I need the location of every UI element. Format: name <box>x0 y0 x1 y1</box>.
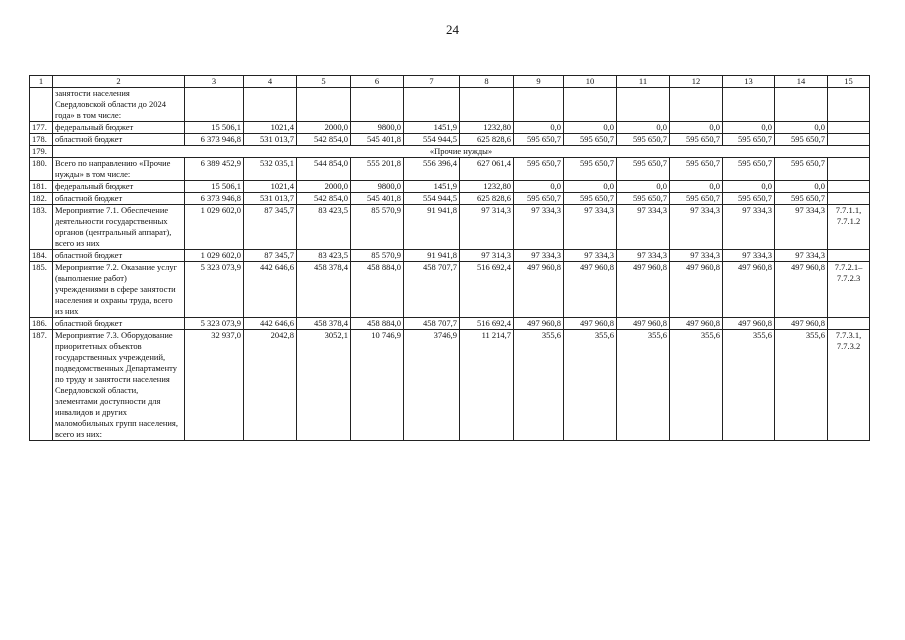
value-cell <box>723 88 775 122</box>
value-cell: 97 334,3 <box>723 205 775 250</box>
row-name: федеральный бюджет <box>53 181 185 193</box>
value-cell: 355,6 <box>514 330 564 441</box>
table-row <box>30 330 870 441</box>
value-cell: 1021,4 <box>244 181 297 193</box>
row-name: областной бюджет <box>53 318 185 330</box>
column-header: 12 <box>670 76 723 88</box>
table-row <box>30 193 870 205</box>
value-cell <box>297 88 351 122</box>
value-cell: 83 423,5 <box>297 250 351 262</box>
value-cell: 97 334,3 <box>564 250 617 262</box>
value-cell <box>617 88 670 122</box>
value-cell: 554 944,5 <box>404 193 460 205</box>
value-cell: 625 828,6 <box>460 193 514 205</box>
value-cell: 97 334,3 <box>617 250 670 262</box>
target-ref <box>828 181 870 193</box>
value-cell: 458 707,7 <box>404 262 460 318</box>
row-name: занятости населения Свердловской области до 2024 года» в том числе: <box>53 88 185 122</box>
value-cell: 532 035,1 <box>244 158 297 181</box>
value-cell: 542 854,0 <box>297 134 351 146</box>
value-cell <box>514 88 564 122</box>
value-cell: 497 960,8 <box>564 318 617 330</box>
row-number: 187. <box>30 330 53 441</box>
value-cell: 497 960,8 <box>670 262 723 318</box>
value-cell: 97 334,3 <box>670 205 723 250</box>
target-ref: 7.7.2.1– 7.7.2.3 <box>828 262 870 318</box>
row-number: 180. <box>30 158 53 181</box>
value-cell: 458 378,4 <box>297 262 351 318</box>
value-cell: 497 960,8 <box>564 262 617 318</box>
value-cell: 9800,0 <box>351 122 404 134</box>
value-cell <box>244 88 297 122</box>
value-cell: 595 650,7 <box>723 158 775 181</box>
value-cell <box>564 88 617 122</box>
value-cell: 625 828,6 <box>460 134 514 146</box>
target-ref <box>828 88 870 122</box>
value-cell: 0,0 <box>723 181 775 193</box>
column-header: 1 <box>30 76 53 88</box>
row-name: Мероприятие 7.2. Оказание услуг (выполнение работ) учреждениями в сфере занятости населения и охраны труда, всего из них <box>53 262 185 318</box>
row-number: 178. <box>30 134 53 146</box>
row-name: областной бюджет <box>53 134 185 146</box>
value-cell: 9800,0 <box>351 181 404 193</box>
table-row <box>30 158 870 181</box>
value-cell: 497 960,8 <box>723 262 775 318</box>
value-cell: 497 960,8 <box>617 318 670 330</box>
value-cell <box>185 88 244 122</box>
value-cell: 497 960,8 <box>775 318 828 330</box>
value-cell: 91 941,8 <box>404 205 460 250</box>
value-cell: 83 423,5 <box>297 205 351 250</box>
value-cell: 97 314,3 <box>460 205 514 250</box>
value-cell: 0,0 <box>617 122 670 134</box>
value-cell: 516 692,4 <box>460 262 514 318</box>
section-heading: «Прочие нужды» <box>53 146 870 158</box>
value-cell <box>670 88 723 122</box>
value-cell: 545 401,8 <box>351 193 404 205</box>
value-cell: 595 650,7 <box>617 193 670 205</box>
column-header: 6 <box>351 76 404 88</box>
value-cell: 5 323 073,9 <box>185 318 244 330</box>
value-cell: 556 396,4 <box>404 158 460 181</box>
value-cell: 497 960,8 <box>514 318 564 330</box>
value-cell: 355,6 <box>617 330 670 441</box>
value-cell: 595 650,7 <box>670 193 723 205</box>
value-cell: 97 334,3 <box>617 205 670 250</box>
value-cell: 2000,0 <box>297 122 351 134</box>
target-ref: 7.7.1.1, 7.7.1.2 <box>828 205 870 250</box>
value-cell: 97 334,3 <box>564 205 617 250</box>
value-cell: 595 650,7 <box>514 193 564 205</box>
value-cell: 5 323 073,9 <box>185 262 244 318</box>
value-cell <box>351 88 404 122</box>
column-header: 10 <box>564 76 617 88</box>
row-name: федеральный бюджет <box>53 122 185 134</box>
column-header: 9 <box>514 76 564 88</box>
value-cell: 627 061,4 <box>460 158 514 181</box>
row-name: Мероприятие 7.1. Обеспечение деятельности государственных органов (центральный аппарат), всего из них <box>53 205 185 250</box>
value-cell: 6 373 946,8 <box>185 193 244 205</box>
value-cell: 497 960,8 <box>723 318 775 330</box>
column-header: 8 <box>460 76 514 88</box>
value-cell: 85 570,9 <box>351 205 404 250</box>
value-cell: 1 029 602,0 <box>185 205 244 250</box>
value-cell: 531 013,7 <box>244 134 297 146</box>
value-cell: 497 960,8 <box>617 262 670 318</box>
row-number: 181. <box>30 181 53 193</box>
target-ref <box>828 318 870 330</box>
value-cell: 542 854,0 <box>297 193 351 205</box>
budget-table <box>29 75 870 441</box>
column-header: 13 <box>723 76 775 88</box>
value-cell: 3746,9 <box>404 330 460 441</box>
value-cell: 1451,9 <box>404 122 460 134</box>
value-cell: 3052,1 <box>297 330 351 441</box>
value-cell: 0,0 <box>670 181 723 193</box>
value-cell: 97 314,3 <box>460 250 514 262</box>
target-ref <box>828 158 870 181</box>
value-cell: 442 646,6 <box>244 318 297 330</box>
row-name: областной бюджет <box>53 193 185 205</box>
value-cell: 355,6 <box>564 330 617 441</box>
value-cell: 32 937,0 <box>185 330 244 441</box>
value-cell: 91 941,8 <box>404 250 460 262</box>
table-row <box>30 134 870 146</box>
row-name: Мероприятие 7.3. Оборудование приоритетных объектов государственных учреждений, подведомственных Департаменту по труду и занятости населения Свердловской области, элементами доступности для инвалидов и других маломобильных групп населения, всего из них: <box>53 330 185 441</box>
row-number: 183. <box>30 205 53 250</box>
row-name: областной бюджет <box>53 250 185 262</box>
column-header: 5 <box>297 76 351 88</box>
value-cell: 0,0 <box>775 181 828 193</box>
value-cell: 1232,80 <box>460 181 514 193</box>
value-cell: 555 201,8 <box>351 158 404 181</box>
value-cell: 97 334,3 <box>514 205 564 250</box>
value-cell: 15 506,1 <box>185 122 244 134</box>
value-cell: 6 389 452,9 <box>185 158 244 181</box>
table-row <box>30 318 870 330</box>
table-row <box>30 146 870 158</box>
value-cell: 595 650,7 <box>723 134 775 146</box>
value-cell: 15 506,1 <box>185 181 244 193</box>
value-cell: 355,6 <box>775 330 828 441</box>
value-cell: 516 692,4 <box>460 318 514 330</box>
value-cell: 497 960,8 <box>514 262 564 318</box>
value-cell: 1232,80 <box>460 122 514 134</box>
value-cell: 544 854,0 <box>297 158 351 181</box>
page-number: 24 <box>446 22 459 37</box>
value-cell: 1021,4 <box>244 122 297 134</box>
value-cell: 355,6 <box>723 330 775 441</box>
target-ref <box>828 250 870 262</box>
value-cell: 442 646,6 <box>244 262 297 318</box>
value-cell <box>775 88 828 122</box>
column-header: 15 <box>828 76 870 88</box>
value-cell: 97 334,3 <box>723 250 775 262</box>
value-cell: 595 650,7 <box>670 158 723 181</box>
value-cell: 10 746,9 <box>351 330 404 441</box>
value-cell: 595 650,7 <box>775 134 828 146</box>
value-cell: 458 884,0 <box>351 262 404 318</box>
value-cell: 85 570,9 <box>351 250 404 262</box>
target-ref <box>828 122 870 134</box>
table-row <box>30 250 870 262</box>
column-header: 14 <box>775 76 828 88</box>
value-cell: 0,0 <box>564 122 617 134</box>
column-header: 3 <box>185 76 244 88</box>
column-header: 11 <box>617 76 670 88</box>
target-ref <box>828 134 870 146</box>
value-cell: 458 378,4 <box>297 318 351 330</box>
table-row <box>30 205 870 250</box>
value-cell: 458 707,7 <box>404 318 460 330</box>
row-number: 186. <box>30 318 53 330</box>
value-cell: 595 650,7 <box>514 134 564 146</box>
value-cell: 595 650,7 <box>723 193 775 205</box>
value-cell: 595 650,7 <box>775 193 828 205</box>
value-cell: 2042,8 <box>244 330 297 441</box>
value-cell: 87 345,7 <box>244 205 297 250</box>
row-number: 185. <box>30 262 53 318</box>
table-row <box>30 122 870 134</box>
value-cell: 0,0 <box>775 122 828 134</box>
target-ref: 7.7.3.1, 7.7.3.2 <box>828 330 870 441</box>
row-name: Всего по направлению «Прочие нужды» в том числе: <box>53 158 185 181</box>
value-cell: 595 650,7 <box>617 134 670 146</box>
column-header: 2 <box>53 76 185 88</box>
value-cell: 6 373 946,8 <box>185 134 244 146</box>
value-cell: 595 650,7 <box>670 134 723 146</box>
value-cell: 595 650,7 <box>564 134 617 146</box>
row-number: 177. <box>30 122 53 134</box>
column-header: 4 <box>244 76 297 88</box>
value-cell: 0,0 <box>514 122 564 134</box>
row-number: 182. <box>30 193 53 205</box>
value-cell: 497 960,8 <box>775 262 828 318</box>
value-cell: 1451,9 <box>404 181 460 193</box>
table-row <box>30 88 870 122</box>
value-cell: 97 334,3 <box>775 205 828 250</box>
column-header: 7 <box>404 76 460 88</box>
value-cell: 97 334,3 <box>775 250 828 262</box>
value-cell: 554 944,5 <box>404 134 460 146</box>
row-number <box>30 88 53 122</box>
value-cell: 97 334,3 <box>514 250 564 262</box>
value-cell <box>460 88 514 122</box>
value-cell: 595 650,7 <box>514 158 564 181</box>
value-cell: 11 214,7 <box>460 330 514 441</box>
value-cell: 0,0 <box>514 181 564 193</box>
value-cell: 0,0 <box>723 122 775 134</box>
value-cell <box>404 88 460 122</box>
table-row <box>30 181 870 193</box>
target-ref <box>828 193 870 205</box>
value-cell: 595 650,7 <box>617 158 670 181</box>
value-cell: 97 334,3 <box>670 250 723 262</box>
value-cell: 1 029 602,0 <box>185 250 244 262</box>
value-cell: 2000,0 <box>297 181 351 193</box>
table-row <box>30 262 870 318</box>
value-cell: 595 650,7 <box>564 193 617 205</box>
value-cell: 458 884,0 <box>351 318 404 330</box>
value-cell: 355,6 <box>670 330 723 441</box>
value-cell: 0,0 <box>670 122 723 134</box>
value-cell: 531 013,7 <box>244 193 297 205</box>
value-cell: 0,0 <box>564 181 617 193</box>
value-cell: 595 650,7 <box>564 158 617 181</box>
row-number: 184. <box>30 250 53 262</box>
row-number: 179. <box>30 146 53 158</box>
value-cell: 0,0 <box>617 181 670 193</box>
value-cell: 595 650,7 <box>775 158 828 181</box>
value-cell: 497 960,8 <box>670 318 723 330</box>
value-cell: 87 345,7 <box>244 250 297 262</box>
value-cell: 545 401,8 <box>351 134 404 146</box>
header-row <box>30 76 870 88</box>
